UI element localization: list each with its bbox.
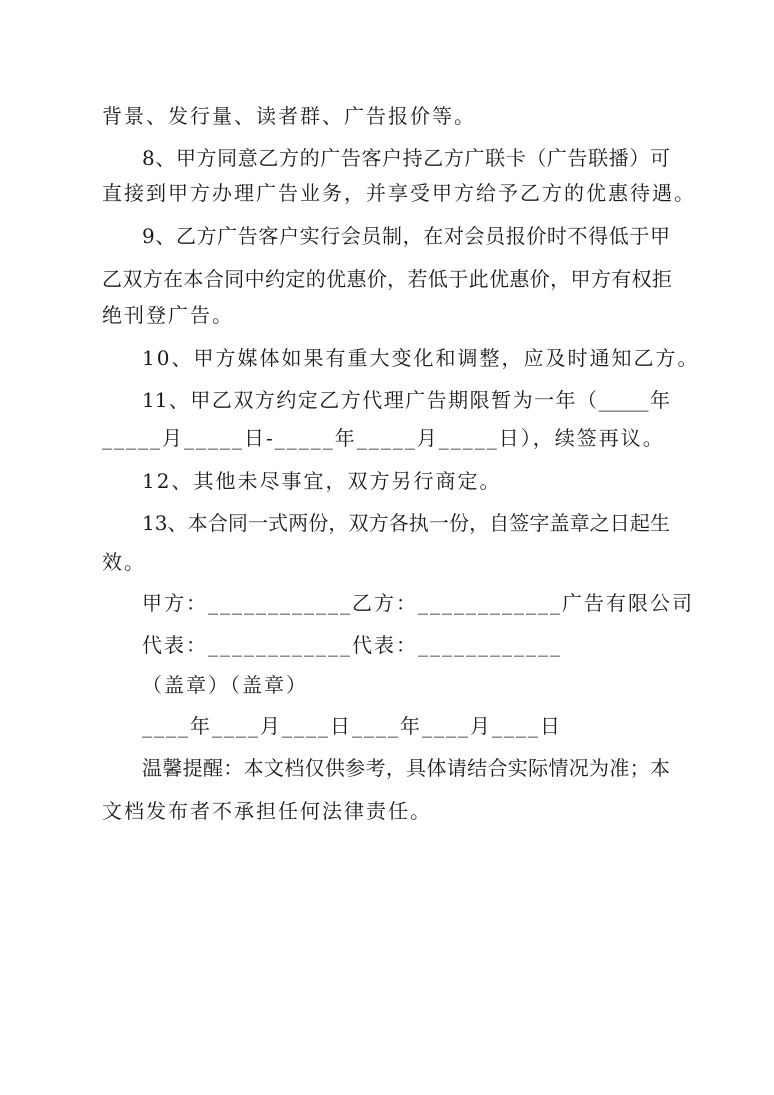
signature-representative-line: 代表：____________代表：____________ — [142, 633, 562, 657]
clause-9-line-2: 乙双方在本合同中约定的优惠价，若低于此优惠价，甲方有权拒 — [102, 267, 672, 291]
clause-11-line-2: _____月_____日-_____年_____月_____日），续签再议。 — [102, 426, 665, 450]
clause-9-line-3: 绝刊登广告。 — [102, 303, 234, 327]
signature-party-line: 甲方：____________乙方：____________广告有限公司 — [142, 591, 694, 615]
clause-12-line: 12、其他未尽事宜，双方另行商定。 — [142, 469, 502, 493]
text-line-1: 背景、发行量、读者群、广告报价等。 — [102, 104, 476, 128]
clause-9-line-1: 9、乙方广告客户实行会员制，在对会员报价时不得低于甲 — [142, 224, 670, 248]
disclaimer-line-2: 文档发布者不承担任何法律责任。 — [102, 799, 432, 823]
clause-8-line-1: 8、甲方同意乙方的广告客户持乙方广联卡（广告联播）可 — [142, 146, 670, 170]
clause-11-line-1: 11、甲乙双方约定乙方代理广告期限暂为一年（_____年 — [142, 388, 670, 412]
disclaimer-line-1: 温馨提醒：本文档仅供参考，具体请结合实际情况为准；本 — [142, 756, 670, 780]
clause-13-line-2: 效。 — [102, 550, 146, 574]
date-line: ____年____月____日____年____月____日 — [142, 714, 562, 738]
clause-8-line-2: 直接到甲方办理广告业务，并享受甲方给予乙方的优惠待遇。 — [102, 181, 696, 205]
seal-line: （盖章）（盖章） — [142, 673, 308, 697]
clause-13-line-1: 13、本合同一式两份，双方各执一份，自签字盖章之日起生 — [142, 511, 670, 535]
clause-10-line: 10、甲方媒体如果有重大变化和调整，应及时通知乙方。 — [142, 346, 700, 370]
